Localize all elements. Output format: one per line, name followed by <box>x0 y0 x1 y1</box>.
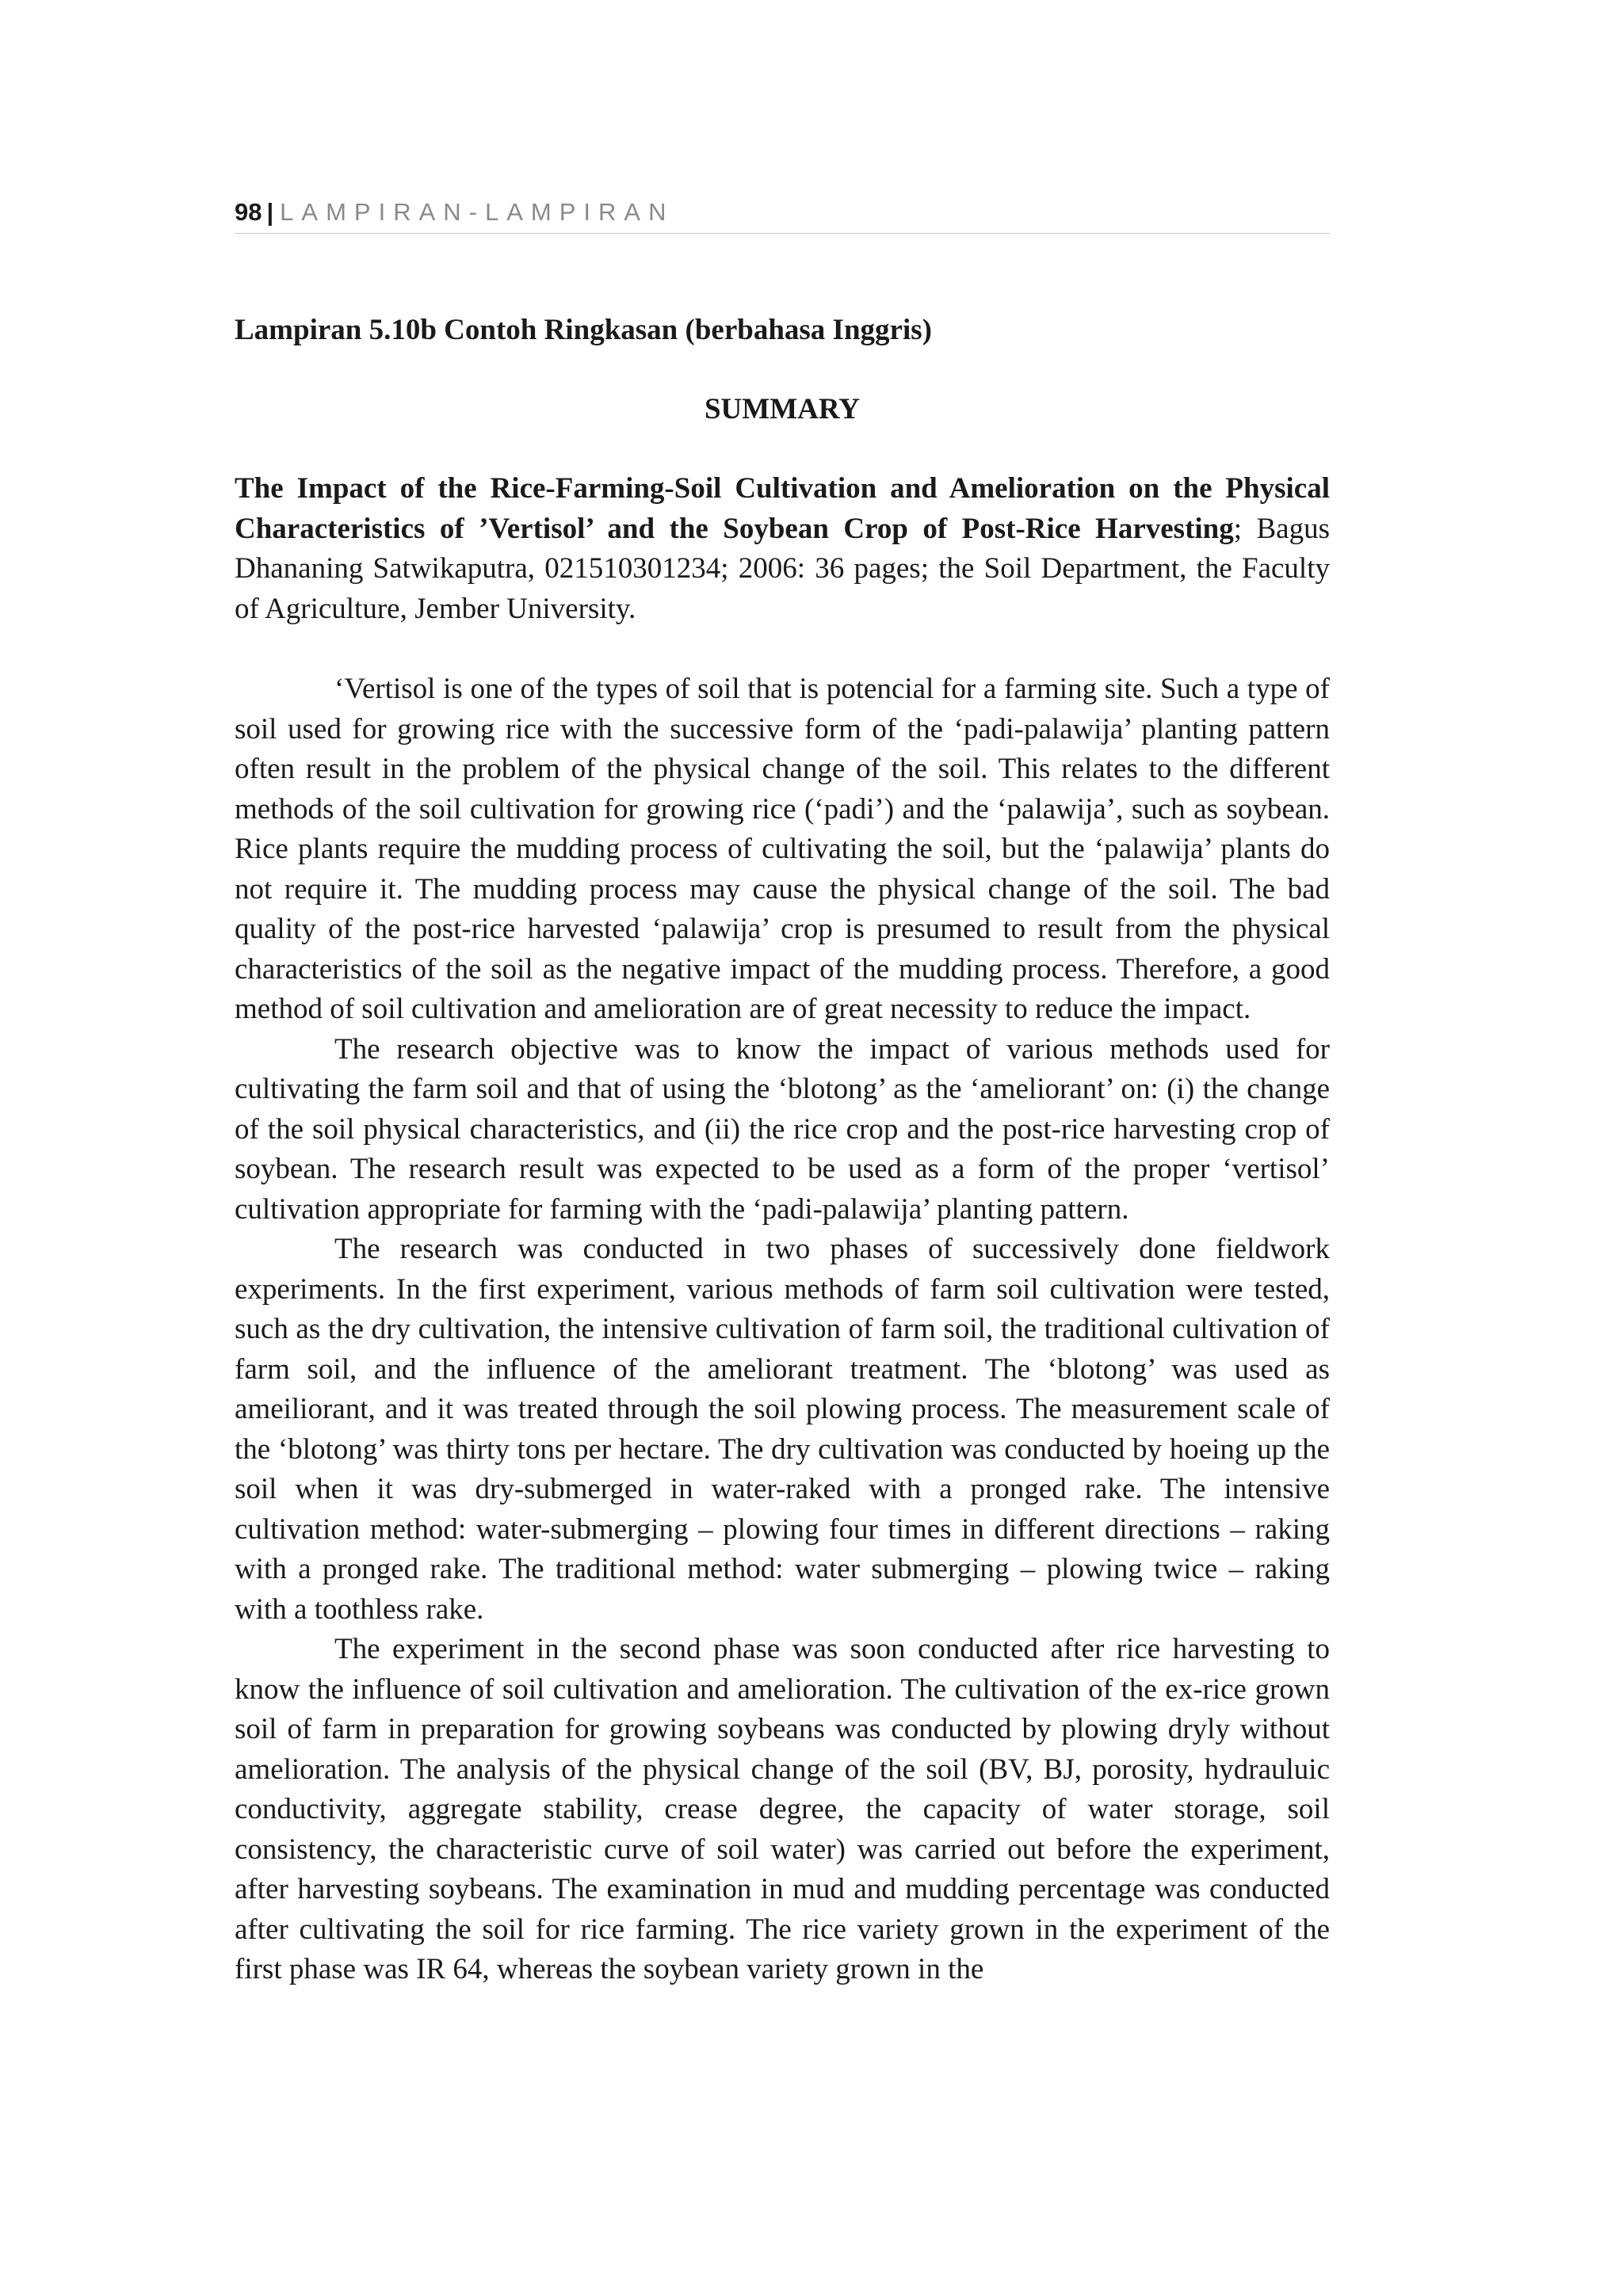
body-paragraph: The experiment in the second phase was soon conducted after rice harvesting to know the influence of soil cultivation and amelioration. The cultivation of the ex-rice grown soil of farm in preparation for growing soybeans was conducted by plowing dryly without amelioration. The analysis of the physical change of the soil (BV, BJ, porosity, hydrauluic conductivity, aggregate stability, crease degree, the capacity of water storage, soil consistency, the characteristic curve of soil water) was carried out before the experiment, after harvesting soybeans. The examination in mud and mudding percentage was conducted after cultivating the soil for rice farming. The rice variety grown in the experiment of the first phase was IR 64, whereas the soybean variety grown in the <box>235 1633 1330 1985</box>
summary-heading: SUMMARY <box>704 393 860 425</box>
summary-body <box>235 669 1330 1990</box>
thesis-title: The Impact of the Rice-Farming-Soil Cultivation and Amelioration on the Physical Characteristics of ’Vertisol’ and the Soybean Crop of Post-Rice Harvesting <box>235 472 1330 545</box>
body-paragraph: The research was conducted in two phases of successively done fieldwork experiments. In the first experiment, various methods of farm soil cultivation were tested, such as the dry cultivation, the intensive cultivation of farm soil, the traditional cultivation of farm soil, and the influence of the ameliorant treatment. The ‘blotong’ was used as ameiliorant, and it was treated through the soil plowing process. The measurement scale of the ‘blotong’ was thirty tons per hectare. The dry cultivation was conducted by hoeing up the soil when it was dry-submerged in water-raked with a pronged rake. The intensive cultivation method: water-submerging – plowing four times in different directions – raking with a pronged rake. The traditional method: water submerging – plowing twice – raking with a toothless rake. <box>235 1233 1330 1626</box>
page-number: 98 <box>235 198 262 226</box>
body-paragraph: The research objective was to know the impact of various methods used for cultivating the farm soil and that of using the ‘blotong’ as the ‘ameliorant’ on: (i) the change of the soil physical characteristics, and (ii) the rice crop and the post-rice harvesting crop of soybean. The research result was expected to be used as a form of the proper ‘vertisol’ cultivation appropriate for farming with the ‘padi-palawija’ planting pattern. <box>235 1032 1330 1226</box>
header-separator: | <box>266 198 274 226</box>
citation-details: ; Bagus Dhananing Satwikaputra, 021510301234; 2006: 36 pages; the Soil Department, the Faculty of Agriculture, Jember University. <box>235 512 1330 625</box>
running-header <box>235 195 1330 234</box>
appendix-title: Lampiran 5.10b Contoh Ringkasan (berbahasa Inggris) <box>235 314 932 346</box>
section-label: LAMPIRAN-LAMPIRAN <box>280 198 674 226</box>
body-paragraph: ‘Vertisol is one of the types of soil that is potencial for a farming site. Such a type of soil used for growing rice with the successive form of the ‘padi-palawija’ planting pattern often result in the problem of the physical change of the soil. This relates to the different methods of the soil cultivation for growing rice (‘padi’) and the ‘palawija’, such as soybean. Rice plants require the mudding process of cultivating the soil, but the ‘palawija’ plants do not require it. The mudding process may cause the physical change of the soil. The bad quality of the post-rice harvested ‘palawija’ crop is presumed to result from the physical characteristics of the soil as the negative impact of the mudding process. Therefore, a good method of soil cultivation and amelioration are of great necessity to reduce the impact. <box>235 673 1330 1025</box>
citation-paragraph <box>235 469 1330 629</box>
